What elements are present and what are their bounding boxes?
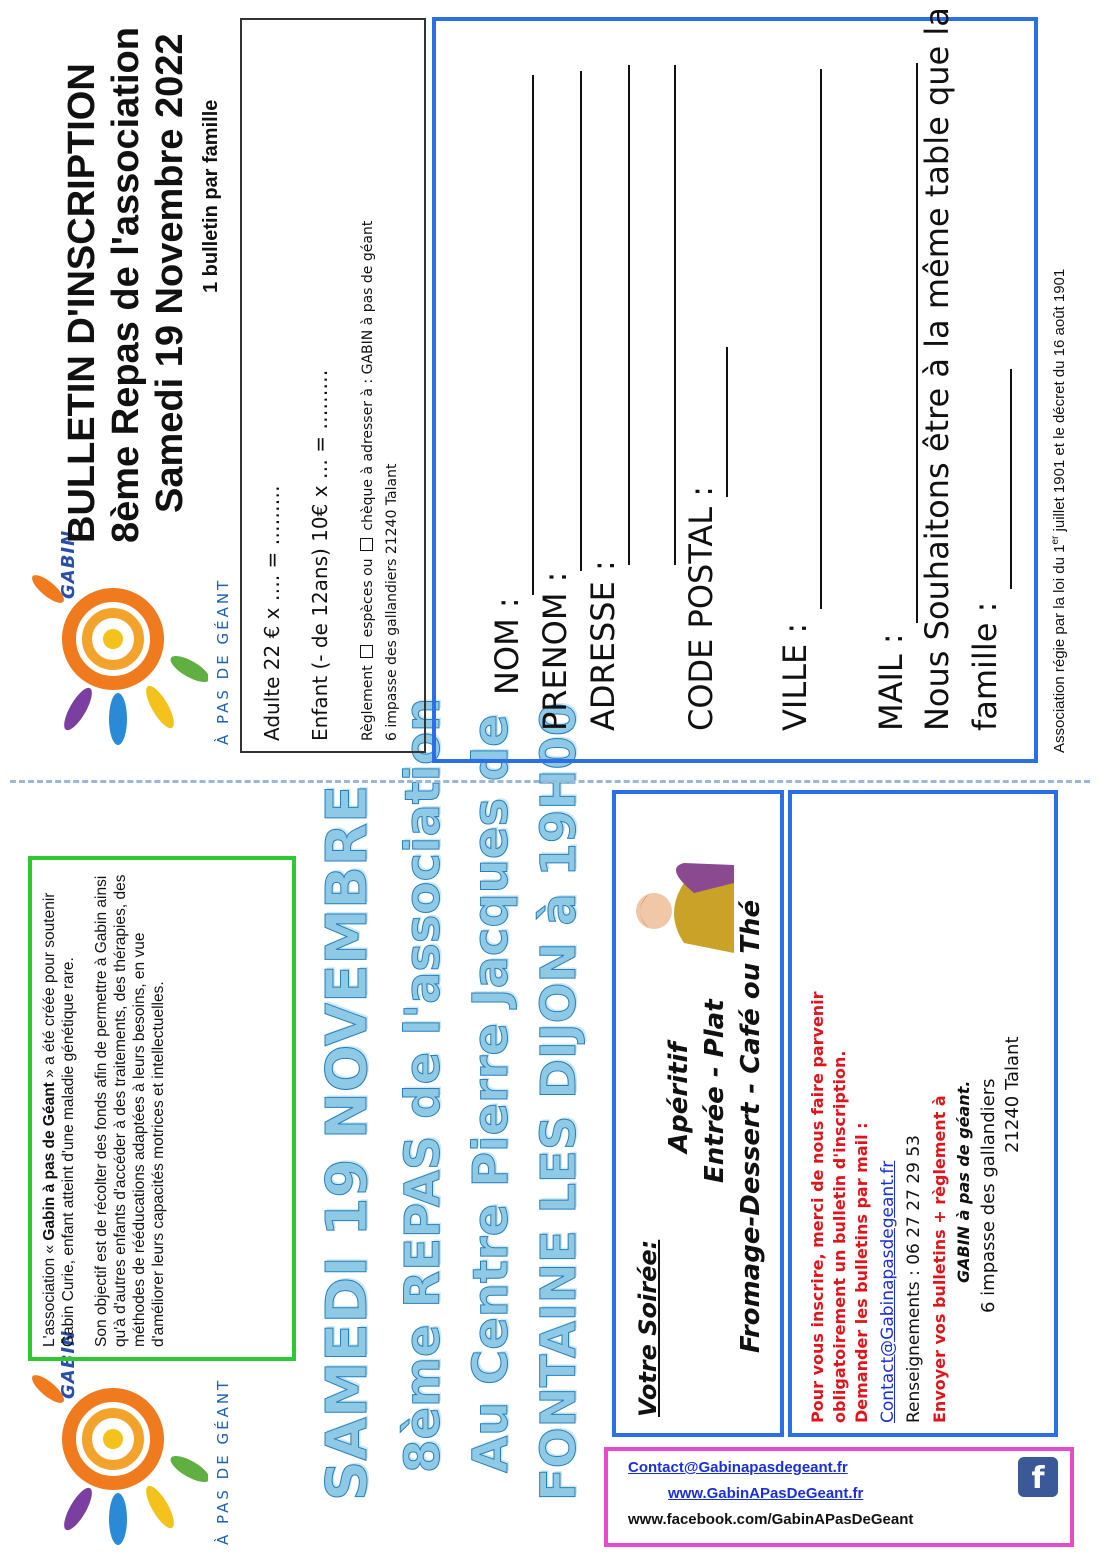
- social-links-inner: [608, 1451, 1070, 1543]
- inscription-note: Demander les bulletins par mail :: [852, 1122, 871, 1423]
- child-photo: [624, 858, 734, 963]
- child-price: Enfant (- de 12ans) 10€ x … = ………: [308, 369, 332, 741]
- adult-price: Adulte 22 € x …. = ………: [260, 485, 284, 741]
- adresse-input[interactable]: [628, 65, 630, 565]
- logo-tagline: À PAS DE GÉANT: [214, 1377, 232, 1545]
- recipient-city: 21240 Talant: [1002, 1036, 1023, 1153]
- inscription-note: obligatoirement un bulletin d'inscription.: [830, 1050, 849, 1423]
- payment-options: Règlement espèces ou chèque à adresser à : GABIN à pas de géant: [360, 220, 376, 741]
- menu-item: Fromage-Dessert - Café ou Thé: [736, 899, 766, 1353]
- payment-address: 6 impasse des gallandiers 21240 Talant: [384, 463, 400, 741]
- table-preference-label-2: famille :: [966, 601, 1004, 731]
- code-postal-input[interactable]: [726, 347, 728, 497]
- cheque-checkbox[interactable]: [360, 538, 373, 551]
- event-repas-title: 8ème REPAS de l'association: [395, 697, 451, 1473]
- association-objective: Son objectif est de récolter des fonds afin de permettre à Gabin ainsi qu'à d'autres enfants d'accéder à des traitements, des thérapies, des méthodes de rééducations adaptées à leurs besoins, en vue d'améliorer leurs capacités motrices et intellectuelles.: [93, 874, 167, 1347]
- event-location-title: Au Centre Pierre Jacques de: [463, 714, 519, 1473]
- spiral-sun-icon: [18, 1359, 208, 1549]
- table-preference-input[interactable]: [1010, 369, 1012, 589]
- nom-input[interactable]: [532, 75, 534, 595]
- bulletin-title-line: BULLETIN D'INSCRIPTION: [61, 63, 103, 543]
- recipient-name: GABIN à pas de géant.: [954, 1080, 973, 1283]
- event-city-time-title: FONTAINE LES DIJON à 19H00: [531, 702, 587, 1501]
- menu-item: Apéritif: [664, 1042, 694, 1153]
- adresse-input-line2[interactable]: [674, 65, 676, 565]
- facebook-icon[interactable]: f: [1018, 1457, 1058, 1497]
- mail-label: MAIL :: [872, 633, 910, 731]
- fold-line: [10, 780, 1090, 783]
- bulletin-title: [60, 27, 192, 543]
- logo-tagline: À PAS DE GÉANT: [214, 577, 232, 745]
- per-family-note: 1 bulletin par famille: [200, 99, 222, 293]
- adresse-label: ADRESSE :: [584, 560, 622, 731]
- association-intro: L'association « Gabin à pas de Géant » a été créée pour soutenir Gabin Curie, enfant atteint d'une maladie génétique rare.: [41, 892, 77, 1347]
- inscription-note: Pour vous inscrire, merci de nous faire parvenir: [808, 991, 827, 1423]
- bulletin-title-line: 8ème Repas de l'association: [105, 27, 147, 543]
- social-links-box: [604, 1447, 1074, 1547]
- nom-label: NOM :: [488, 597, 526, 695]
- soiree-title: Votre Soirée:: [634, 1239, 662, 1417]
- soiree-menu-box: [612, 790, 784, 1437]
- pricing-box: [240, 18, 426, 753]
- prenom-label: PRENOM :: [536, 571, 574, 731]
- menu-item: Entrée - Plat: [700, 999, 730, 1183]
- social-email-link[interactable]: Contact@Gabinapasdegeant.fr: [628, 1459, 848, 1476]
- logo-name: GABIN: [58, 529, 79, 599]
- recipient-street: 6 impasse des gallandiers: [978, 1078, 999, 1313]
- contact-email-link[interactable]: Contact@Gabinapasdegeant.fr: [878, 1160, 898, 1423]
- ville-label: VILLE :: [776, 622, 814, 731]
- ville-input[interactable]: [820, 69, 822, 609]
- contact-box: [788, 790, 1058, 1437]
- spiral-sun-icon: [18, 559, 208, 749]
- event-date-title: SAMEDI 19 NOVEMBRE: [315, 784, 380, 1501]
- social-site-link[interactable]: www.GabinAPasDeGeant.fr: [668, 1485, 864, 1502]
- bulletin-title-line: Samedi 19 Novembre 2022: [149, 33, 191, 513]
- prenom-input[interactable]: [580, 71, 582, 571]
- send-instruction: Envoyer vos bulletins + règlement à: [930, 1095, 949, 1423]
- contact-phone: Renseignements : 06 27 27 29 53: [904, 1135, 924, 1423]
- association-legal-note: Association régie par la loi du 1er juillet 1901 et le décret du 16 août 1901: [1050, 268, 1068, 753]
- association-info-box: [28, 856, 296, 1361]
- code-postal-label: CODE POSTAL :: [682, 485, 720, 731]
- gabin-logo: [18, 519, 238, 749]
- logo-name: GABIN: [58, 1329, 79, 1399]
- cash-checkbox[interactable]: [360, 645, 373, 658]
- registration-form: [432, 7, 1038, 763]
- table-preference-label: Nous Souhaitons être à la même table que la: [918, 7, 956, 731]
- social-facebook-link[interactable]: www.facebook.com/GabinAPasDeGeant: [628, 1511, 914, 1528]
